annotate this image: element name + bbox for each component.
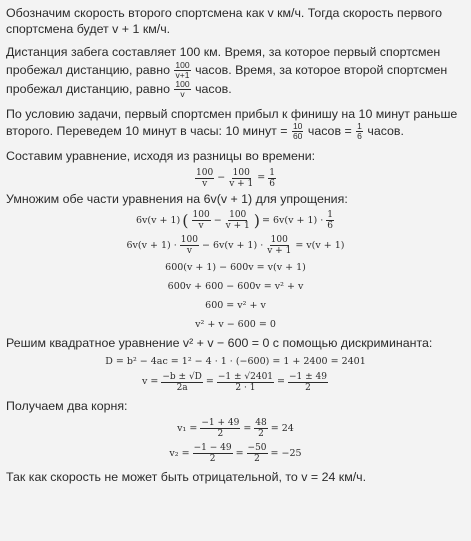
paragraph-equation-intro: Составим уравнение, исходя из разницы во времени: [6, 149, 316, 163]
paragraph-multiply: Умножим обе части уравнения на 6v(v + 1) для упрощения: [6, 191, 348, 206]
equation-root-2: v₂ = $\frac{-1 - 49}{2}$ = $\frac{-50}{2}$ = −25 [169, 443, 302, 464]
equation-step-4: 600(v + 1) − 600v = v(v + 1) [165, 262, 306, 273]
fraction-1-over-6: $\frac{1}{6}$ [357, 121, 362, 141]
paragraph-definition: Обозначим скорость второго спортсмена как v км/ч. Тогда скорость первого спортсмена будет v + 1 км/ч. [6, 6, 442, 36]
paragraph-conclusion: Так как скорость не может быть отрицательной, то v = 24 км/ч. [6, 470, 367, 484]
fraction-10-over-60: $\frac{10}{60}$ [292, 121, 303, 141]
paragraph-quadratic: Решим квадратное уравнение v² + v − 600 = 0 с помощью дискриминанта: [6, 336, 433, 350]
fraction-100-over-v: $\frac{100}{v}$ [175, 78, 190, 99]
equation-step-6: 600 = v² + v [205, 300, 266, 311]
fraction-100-over-v-plus-1: $\frac{100}{v+1}$ [175, 59, 190, 80]
equation-multiplied: 6v(v + 1) ( $\frac{100}{v}$ − $\frac{100}{v + 1}$ ) = 6v(v + 1) · $\frac{1}{6}$ [136, 210, 333, 231]
minutes-text-a: По условию задачи, первый спортсмен прибыл к финишу на 10 минут раньше второго. Переведем 10 минут в часы: 10 минут = [6, 106, 458, 138]
equation-expanded: 6v(v + 1) · $\frac{100}{v}$ − 6v(v + 1) · $\frac{100}{v + 1}$ = v(v + 1) [126, 235, 345, 256]
equation-discriminant: D = b² − 4ac = 1² − 4 · 1 · (−600) = 1 + 2400 = 2401 [105, 355, 366, 367]
equation-step-7: v² + v − 600 = 0 [195, 319, 276, 330]
times-text-b: часов. Время, за которое второй спортсмен пробежал дистанцию, равно [6, 62, 448, 96]
paragraph-times [6, 45, 465, 99]
times-text-c: часов. [195, 81, 232, 96]
equation-time-difference: $\frac{100}{v}$ − $\frac{100}{v + 1}$ = $\frac{1}{6}$ [196, 167, 275, 189]
equation-roots-formula: v = $\frac{-b \pm √D}{2a}$ = $\frac{-1 \pm √2401}{2 \cdot 1}$ = $\frac{-1 \pm 49}{2}$ [142, 371, 327, 393]
equation-step-5: 600v + 600 − 600v = v² + v [167, 281, 304, 292]
paragraph-minutes [6, 107, 465, 142]
minutes-text-b: часов = [307, 123, 352, 138]
paragraph-two-roots: Получаем два корня: [6, 398, 128, 413]
equation-root-1: v₁ = $\frac{-1 + 49}{2}$ = $\frac{48}{2}$ = 24 [177, 418, 294, 439]
minutes-text-c: часов. [367, 123, 404, 138]
times-text-a: Дистанция забега составляет 100 км. Время, за которое первый спортсмен пробежал дистанцию, равно [6, 45, 441, 77]
